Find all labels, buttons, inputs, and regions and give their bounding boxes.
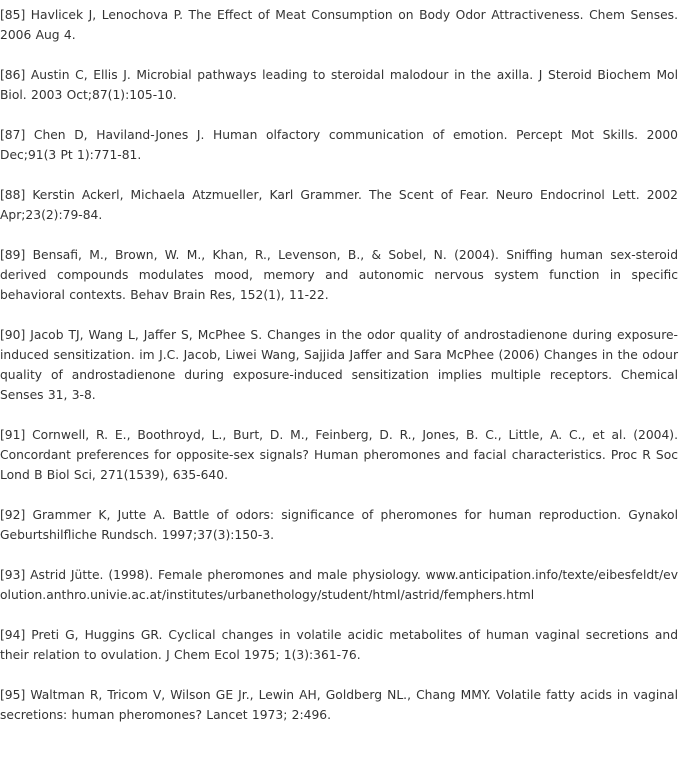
reference-text: Jacob TJ, Wang L, Jaffer S, McPhee S. Changes in the odor quality of androstadienone during exposure-induced sensitization. im J.C. Jacob, Liwei Wang, Sajjida Jaffer and Sara McPhee (2006) Changes in the odour quality of androstadienone during exposure-induced sensitization implies multiple receptors. Chemical Senses 31, 3-8. [0, 328, 678, 402]
reference-item-90 [0, 325, 678, 405]
reference-number: [91] [0, 428, 26, 442]
reference-text: Astrid Jütte. (1998). Female pheromones and male physiology. [30, 568, 421, 582]
reference-text: Austin C, Ellis J. Microbial pathways leading to steroidal malodour in the axilla. J Steroid Biochem Mol Biol. 2003 Oct;87(1):105-10. [0, 68, 678, 102]
reference-item-85 [0, 5, 678, 45]
reference-number: [88] [0, 188, 26, 202]
reference-url: www.anticipation.info/texte/eibesfeldt/evolution.anthro.univie.ac.at/institutes/urbanethology/student/html/astrid/femphers.html [0, 568, 678, 602]
reference-number: [87] [0, 128, 26, 142]
reference-list [0, 5, 684, 725]
reference-text: Havlicek J, Lenochova P. The Effect of Meat Consumption on Body Odor Attractiveness. Chem Senses. 2006 Aug 4. [0, 8, 678, 42]
reference-item-95 [0, 685, 678, 725]
reference-item-93 [0, 565, 678, 605]
reference-item-89 [0, 245, 678, 305]
reference-item-88 [0, 185, 678, 225]
reference-item-94 [0, 625, 678, 665]
reference-text: Cornwell, R. E., Boothroyd, L., Burt, D. M., Feinberg, D. R., Jones, B. C., Little, A. C., et al. (2004). Concordant preferences for opposite-sex signals? Human pheromones and facial characteristics. Proc R Soc Lond B Biol Sci, 271(1539), 635-640. [0, 428, 678, 482]
reference-item-92 [0, 505, 678, 545]
reference-item-91 [0, 425, 678, 485]
reference-text: Bensafi, M., Brown, W. M., Khan, R., Levenson, B., & Sobel, N. (2004). Sniffing human sex-steroid derived compounds modulates mood, memory and autonomic nervous system function in specific behavioral contexts. Behav Brain Res, 152(1), 11-22. [0, 248, 678, 302]
reference-text: Preti G, Huggins GR. Cyclical changes in volatile acidic metabolites of human vaginal secretions and their relation to ovulation. J Chem Ecol 1975; 1(3):361-76. [0, 628, 678, 662]
reference-text: Chen D, Haviland-Jones J. Human olfactory communication of emotion. Percept Mot Skills. 2000 Dec;91(3 Pt 1):771-81. [0, 128, 678, 162]
reference-item-86 [0, 65, 678, 105]
reference-number: [94] [0, 628, 26, 642]
reference-text: Waltman R, Tricom V, Wilson GE Jr., Lewin AH, Goldberg NL., Chang MMY. Volatile fatty acids in vaginal secretions: human pheromones? Lancet 1973; 2:496. [0, 688, 678, 722]
reference-number: [85] [0, 8, 26, 22]
reference-number: [92] [0, 508, 26, 522]
reference-number: [93] [0, 568, 26, 582]
reference-item-87 [0, 125, 678, 165]
reference-number: [95] [0, 688, 26, 702]
reference-number: [90] [0, 328, 26, 342]
reference-text: Kerstin Ackerl, Michaela Atzmueller, Karl Grammer. The Scent of Fear. Neuro Endocrinol Lett. 2002 Apr;23(2):79-84. [0, 188, 678, 222]
reference-number: [86] [0, 68, 26, 82]
reference-text: Grammer K, Jutte A. Battle of odors: significance of pheromones for human reproduction. Gynakol Geburtshilfliche Rundsch. 1997;37(3):150-3. [0, 508, 678, 542]
reference-number: [89] [0, 248, 26, 262]
